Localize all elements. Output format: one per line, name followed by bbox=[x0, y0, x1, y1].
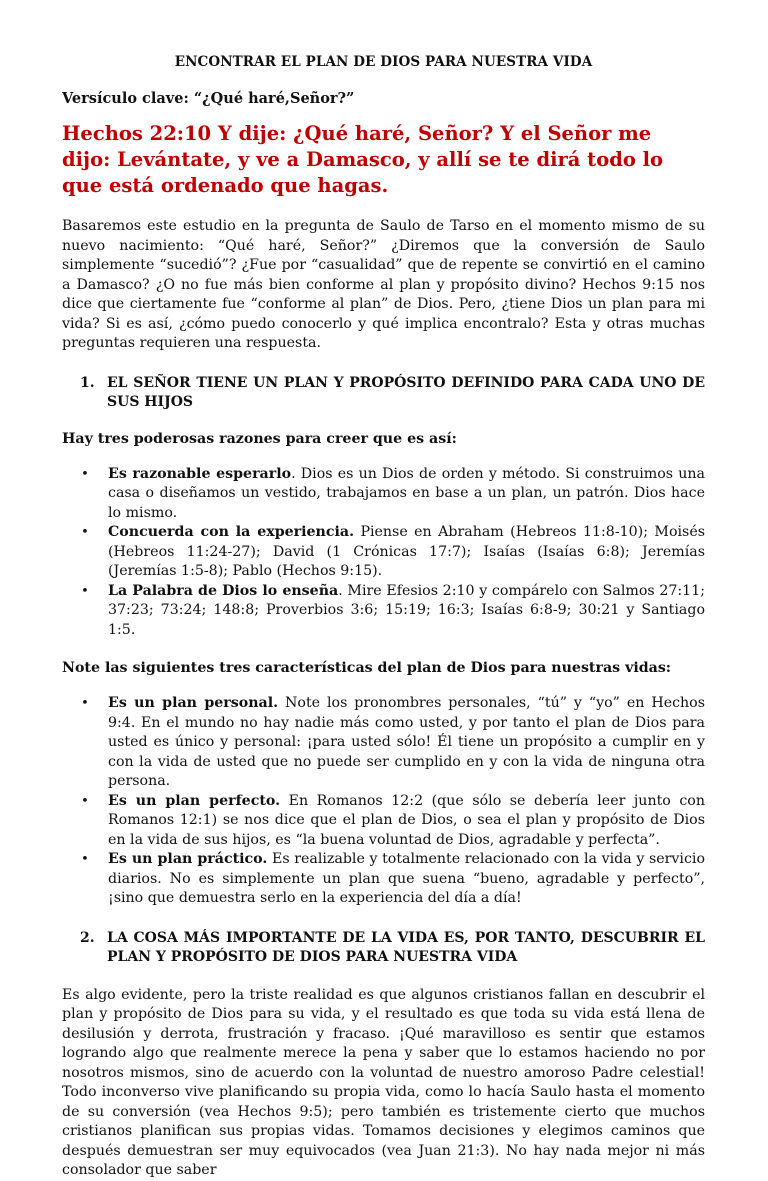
list-item-body bbox=[108, 850, 705, 909]
list-item-body bbox=[108, 523, 705, 582]
list-item-lead: Es un plan práctico. bbox=[108, 851, 268, 867]
highlighted-verse: Hechos 22:10 Y dije: ¿Qué haré, Señor? Y el Señor me dijo: Levántate, y ve a Damasco, y allí se te dirá todo lo que está ordenado que hagas. bbox=[62, 122, 664, 197]
list-item-lead: La Palabra de Dios lo enseña bbox=[108, 582, 339, 599]
bullet-icon: • bbox=[81, 696, 89, 711]
reasons-list bbox=[62, 465, 705, 641]
list-item-text: . Mire Efesios 2:10 y compárelo con Salmos 27:11; 37:23; 73:24; 148:8; Proverbios 3:6; 15:19; 16:3; Isaías 6:8-9; 30:21 y Santiago 1:5. bbox=[108, 582, 706, 638]
section-2-heading bbox=[62, 929, 705, 968]
list-item-lead: Es razonable esperarlo bbox=[108, 465, 292, 482]
list-item-body bbox=[108, 465, 705, 524]
traits-intro: Note las siguientes tres características del plan de Dios para nuestras vidas: bbox=[62, 660, 672, 676]
list-item bbox=[62, 465, 705, 524]
list-item-text: Piense en Abraham (Hebreos 11:8-10); Moisés (Hebreos 11:24-27); David (1 Crónicas 17:7); Isaías (Isaías 6:8); Jeremías (Jeremías 1:5-8); Pablo (Hechos 9:15). bbox=[108, 524, 705, 579]
list-item bbox=[62, 582, 705, 641]
traits-list bbox=[62, 694, 705, 909]
list-item-lead: Es un plan personal. bbox=[108, 695, 279, 711]
section-heading-text: EL SEÑOR TIENE UN PLAN Y PROPÓSITO DEFINIDO PARA CADA UNO DE SUS HIJOS bbox=[107, 374, 705, 410]
list-item-text: Es realizable y totalmente relacionado con la vida y servicio diarios. No es simplemente un plan que suena “bueno, agradable y perfecto”, ¡sino que demuestra serlo en la experiencia del día a día! bbox=[108, 851, 705, 906]
section-number: 2. bbox=[80, 929, 95, 946]
section-2-paragraph: Es algo evidente, pero la triste realidad es que algunos cristianos fallan en descubrir el plan y propósito de Dios para su vida, y el resultado es que toda su vida está llena de desilusión y derrota, frustración y fracaso. ¡Qué maravilloso es sentir que estamos logrando algo que realmente merece la pena y saber que lo estamos haciendo no por nosotros mismos, sino de acuerdo con la voluntad de nuestro amoroso Padre celestial! Todo inconverso vive planificando su propia vida, como lo hacía Saulo hasta el momento de su conversión (vea Hechos 9:5); pero también es tristemente cierto que muchos cristianos planifican sus propias vidas. Tomamos decisiones y elegimos caminos que después demuestran ser muy equivocados (vea Juan 21:3). No hay nada mejor ni más consolador que saber bbox=[62, 986, 705, 1178]
bullet-icon: • bbox=[81, 525, 89, 540]
bullet-icon: • bbox=[81, 466, 89, 482]
list-item-body bbox=[108, 694, 705, 792]
bullet-icon: • bbox=[81, 583, 89, 599]
document-title: ENCONTRAR EL PLAN DE DIOS PARA NUESTRA VIDA bbox=[174, 54, 593, 70]
list-item-text: Note los pronombres personales, “tú” y “yo” en Hechos 9:4. En el mundo no hay nadie más como usted, y por tanto el plan de Dios para usted es único y personal: ¡para usted sólo! Él tiene un propósito a cumplir en y con la vida de usted que no puede ser cumplido en y con la vida de ninguna otra persona. bbox=[108, 695, 705, 789]
list-item-lead: Concuerda con la experiencia. bbox=[108, 524, 355, 540]
list-item bbox=[62, 523, 705, 582]
list-item-body bbox=[108, 792, 705, 851]
intro-paragraph: Basaremos este estudio en la pregunta de Saulo de Tarso en el momento mismo de su nuevo nacimiento: “Qué haré, Señor?” ¿Diremos que la conversión de Saulo simplemente “sucedió”? ¿Fue por “casualidad” que de repente se convirtió en el camino a Damasco? ¿O no fue más bien conforme al plan y propósito divino? Hechos 9:15 nos dice que ciertamente fue “conforme al plan” de Dios. Pero, ¿tiene Dios un plan para mi vida? Si es así, ¿cómo puedo conocerlo y qué implica encontralo? Esta y otras muchas preguntas requieren una respuesta. bbox=[62, 218, 705, 351]
section-number: 1. bbox=[80, 374, 95, 391]
section-1-heading bbox=[62, 374, 705, 413]
key-verse: Versículo clave: “¿Qué haré,Señor?” bbox=[62, 90, 355, 107]
reasons-intro: Hay tres poderosas razones para creer que es así: bbox=[62, 430, 457, 447]
list-item-text: . Dios es un Dios de orden y método. Si construimos una casa o diseñamos un vestido, trabajamos en base a un plan, un patrón. Dios hace lo mismo. bbox=[108, 465, 705, 521]
list-item bbox=[62, 694, 705, 792]
list-item-text: En Romanos 12:2 (que sólo se debería leer junto con Romanos 12:1) se nos dice que el plan de Dios, o sea el plan y propósito de Dios en la vida de sus hijos, es “la buena voluntad de Dios, agradable y perfecta”. bbox=[108, 792, 705, 848]
list-item-body bbox=[108, 582, 705, 641]
section-heading-text: LA COSA MÁS IMPORTANTE DE LA VIDA ES, POR TANTO, DESCUBRIR EL PLAN Y PROPÓSITO DE DIOS PARA NUESTRA VIDA bbox=[107, 929, 705, 965]
list-item-lead: Es un plan perfecto. bbox=[108, 792, 281, 809]
bullet-icon: • bbox=[81, 793, 89, 809]
list-item bbox=[62, 850, 705, 909]
bullet-icon: • bbox=[81, 852, 89, 867]
list-item bbox=[62, 792, 705, 851]
